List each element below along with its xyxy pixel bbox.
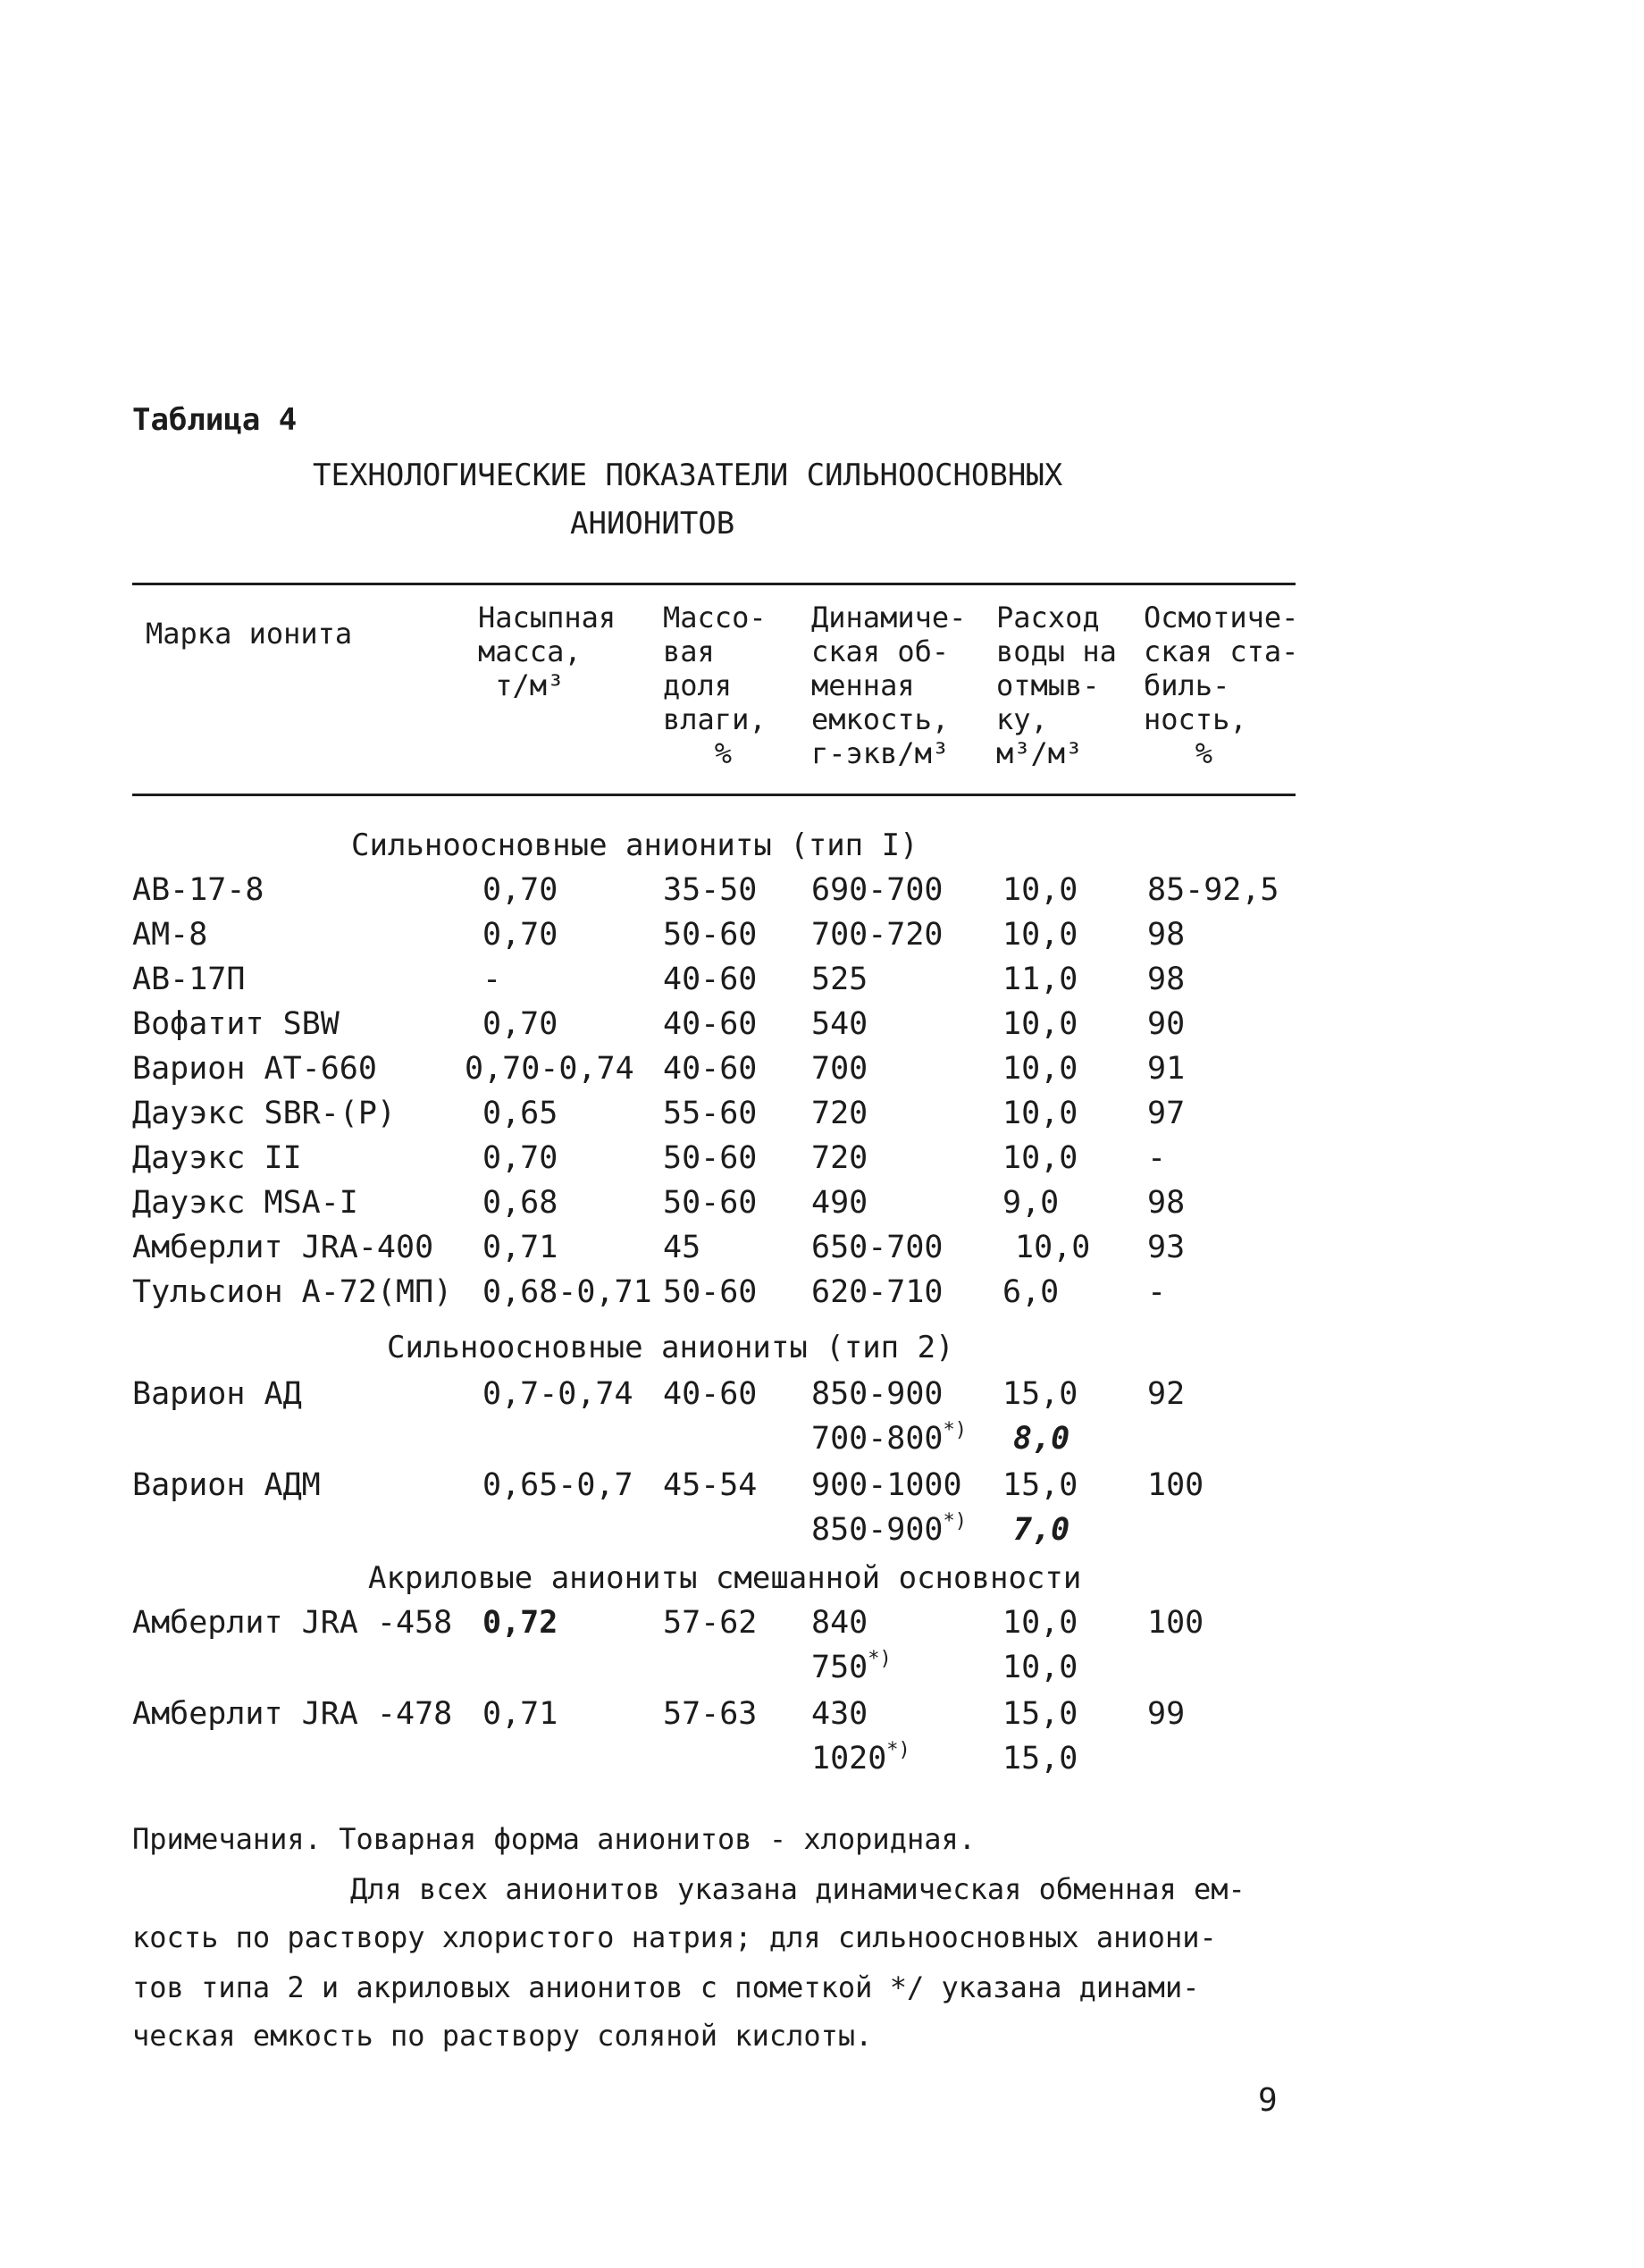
table-row-brand: Варион АТ-660 xyxy=(132,1051,377,1087)
table-row-capacity: 430 xyxy=(811,1696,868,1732)
table-title-line-2: АНИОНИТОВ xyxy=(570,506,735,542)
footnote-mark: *) xyxy=(943,1419,968,1441)
table-row-osmotic: 92 xyxy=(1147,1376,1186,1412)
section-title-type-2: Сильноосновные аниониты (тип 2) xyxy=(387,1330,954,1365)
table-row-capacity-hcl: 700-800*) xyxy=(811,1419,968,1457)
header-water: Расход воды на отмыв- ку, м³/м³ xyxy=(996,601,1117,770)
table-row-capacity: 700 xyxy=(811,1051,868,1087)
table-row-brand: Амберлит JRA-400 xyxy=(132,1230,434,1265)
notes-line-4: тов типа 2 и акриловых анионитов с пометкой */ указана динами- xyxy=(132,1970,1200,2004)
table-row-brand: Дауэкс SBR-(P) xyxy=(132,1096,397,1131)
table-title-line-1: ТЕХНОЛОГИЧЕСКИЕ ПОКАЗАТЕЛИ СИЛЬНООСНОВНЫХ xyxy=(313,458,1063,493)
table-row-moisture: 45 xyxy=(663,1230,701,1265)
table-row-brand: АВ-17-8 xyxy=(132,872,264,908)
table-row-brand: Варион АД xyxy=(132,1376,302,1412)
table-row-capacity: 690-700 xyxy=(811,872,944,908)
table-row-water: 6,0 xyxy=(1002,1274,1060,1310)
table-row-capacity: 720 xyxy=(811,1140,868,1176)
table-row-osmotic: 97 xyxy=(1147,1096,1186,1131)
page-number: 9 xyxy=(1258,2082,1278,2119)
table-row-osmotic: 100 xyxy=(1147,1605,1204,1641)
table-row-moisture: 45-54 xyxy=(663,1467,758,1503)
table-row-water: 11,0 xyxy=(1002,962,1078,997)
table-row-brand: Варион АДМ xyxy=(132,1467,321,1503)
footnote-mark: *) xyxy=(868,1648,892,1670)
table-row-osmotic: - xyxy=(1147,1140,1167,1176)
table-row-water-hcl: 7,0 xyxy=(1013,1512,1070,1548)
table-row-bulk: 0,68-0,71 xyxy=(482,1274,652,1310)
table-row-water: 10,0 xyxy=(1002,872,1078,908)
table-row-bulk: 0,68 xyxy=(482,1185,558,1221)
table-row-water: 10,0 xyxy=(1002,917,1078,953)
header-brand: Марка ионита xyxy=(146,617,353,651)
table-row-water: 15,0 xyxy=(1002,1376,1078,1412)
table-row-osmotic: 98 xyxy=(1147,917,1186,953)
table-row-osmotic: 100 xyxy=(1147,1467,1204,1503)
table-row-bulk: 0,70 xyxy=(482,917,558,953)
table-row-capacity: 540 xyxy=(811,1006,868,1042)
table-row-osmotic: 85-92,5 xyxy=(1147,872,1279,908)
section-title-acrylic: Акриловые аниониты смешанной основности xyxy=(368,1560,1082,1596)
table-row-water: 15,0 xyxy=(1002,1467,1078,1503)
table-row-capacity: 700-720 xyxy=(811,917,944,953)
notes-line-3: кость по раствору хлористого натрия; для сильноосновных аниони- xyxy=(132,1920,1217,1954)
table-row-water: 10,0 xyxy=(1002,1140,1078,1176)
table-row-moisture: 55-60 xyxy=(663,1096,758,1131)
table-row-osmotic: 90 xyxy=(1147,1006,1186,1042)
table-row-bulk: 0,65-0,7 xyxy=(482,1467,633,1503)
table-row-bulk: 0,71 xyxy=(482,1696,558,1732)
table-top-rule xyxy=(132,583,1296,585)
table-row-capacity: 490 xyxy=(811,1185,868,1221)
table-row-water: 10,0 xyxy=(1002,1605,1078,1641)
table-row-moisture: 57-63 xyxy=(663,1696,758,1732)
table-row-osmotic: 98 xyxy=(1147,1185,1186,1221)
table-row-capacity: 840 xyxy=(811,1605,868,1641)
table-row-brand: Тульсион А-72(МП) xyxy=(132,1274,453,1310)
table-row-osmotic: - xyxy=(1147,1274,1167,1310)
table-row-capacity: 850-900 xyxy=(811,1376,944,1412)
table-row-bulk: 0,70 xyxy=(482,1140,558,1176)
footnote-mark: *) xyxy=(886,1739,910,1761)
table-row-bulk: 0,70-0,74 xyxy=(465,1051,634,1087)
table-row-osmotic: 91 xyxy=(1147,1051,1186,1087)
table-row-capacity: 720 xyxy=(811,1096,868,1131)
table-row-capacity-hcl: 1020*) xyxy=(811,1739,910,1777)
table-row-water: 10,0 xyxy=(1015,1230,1091,1265)
header-capacity: Динамиче- ская об- менная емкость, г-экв/м³ xyxy=(811,601,967,770)
table-row-brand: АВ-17П xyxy=(132,962,246,997)
table-row-water: 10,0 xyxy=(1002,1006,1078,1042)
table-header-rule xyxy=(132,794,1296,796)
table-row-osmotic: 93 xyxy=(1147,1230,1186,1265)
table-row-bulk: 0,70 xyxy=(482,1006,558,1042)
footnote-mark: *) xyxy=(943,1510,968,1533)
table-row-bulk: 0,72 xyxy=(482,1605,558,1641)
table-row-capacity: 650-700 xyxy=(811,1230,944,1265)
table-row-capacity: 525 xyxy=(811,962,868,997)
table-row-water: 10,0 xyxy=(1002,1051,1078,1087)
table-row-bulk: 0,71 xyxy=(482,1230,558,1265)
table-row-bulk: - xyxy=(482,962,502,997)
table-row-moisture: 50-60 xyxy=(663,1185,758,1221)
notes-line-1: Примечания. Товарная форма анионитов - хлоридная. xyxy=(132,1822,977,1856)
table-row-brand: Дауэкс MSA-I xyxy=(132,1185,358,1221)
section-title-type-1: Сильноосновные аниониты (тип I) xyxy=(351,827,918,863)
table-row-capacity: 620-710 xyxy=(811,1274,944,1310)
table-row-brand: АМ-8 xyxy=(132,917,208,953)
table-row-water: 15,0 xyxy=(1002,1696,1078,1732)
header-osmotic: Осмотиче- ская ста- биль- ность, % xyxy=(1144,601,1299,770)
table-row-osmotic: 98 xyxy=(1147,962,1186,997)
table-row-water-hcl: 15,0 xyxy=(1002,1741,1078,1777)
table-row-capacity-hcl: 850-900*) xyxy=(811,1510,968,1548)
table-row-brand: Амберлит JRA -478 xyxy=(132,1696,453,1732)
table-row-moisture: 40-60 xyxy=(663,962,758,997)
table-row-bulk: 0,70 xyxy=(482,872,558,908)
table-row-moisture: 40-60 xyxy=(663,1006,758,1042)
table-row-moisture: 57-62 xyxy=(663,1605,758,1641)
table-row-capacity: 900-1000 xyxy=(811,1467,962,1503)
table-row-moisture: 40-60 xyxy=(663,1051,758,1087)
table-row-moisture: 35-50 xyxy=(663,872,758,908)
table-row-moisture: 50-60 xyxy=(663,1140,758,1176)
header-bulk-mass: Насыпная масса, т/м³ xyxy=(478,601,616,702)
table-row-moisture: 50-60 xyxy=(663,917,758,953)
table-row-brand: Дауэкс II xyxy=(132,1140,302,1176)
table-row-water: 10,0 xyxy=(1002,1096,1078,1131)
table-row-brand: Амберлит JRA -458 xyxy=(132,1605,453,1641)
table-row-bulk: 0,65 xyxy=(482,1096,558,1131)
notes-line-2: Для всех анионитов указана динамическая обменная ем- xyxy=(350,1872,1246,1906)
table-row-water: 9,0 xyxy=(1002,1185,1060,1221)
table-row-bulk: 0,7-0,74 xyxy=(482,1376,633,1412)
header-moisture: Массо- вая доля влаги, % xyxy=(663,601,767,770)
table-row-brand: Вофатит SBW xyxy=(132,1006,340,1042)
table-row-moisture: 40-60 xyxy=(663,1376,758,1412)
table-row-water-hcl: 10,0 xyxy=(1002,1650,1078,1685)
table-row-osmotic: 99 xyxy=(1147,1696,1186,1732)
table-row-capacity-hcl: 750*) xyxy=(811,1648,892,1685)
table-row-water-hcl: 8,0 xyxy=(1013,1421,1070,1457)
notes-line-5: ческая емкость по раствору соляной кислоты. xyxy=(132,2019,873,2053)
table-row-moisture: 50-60 xyxy=(663,1274,758,1310)
table-caption: Таблица 4 xyxy=(132,402,298,438)
